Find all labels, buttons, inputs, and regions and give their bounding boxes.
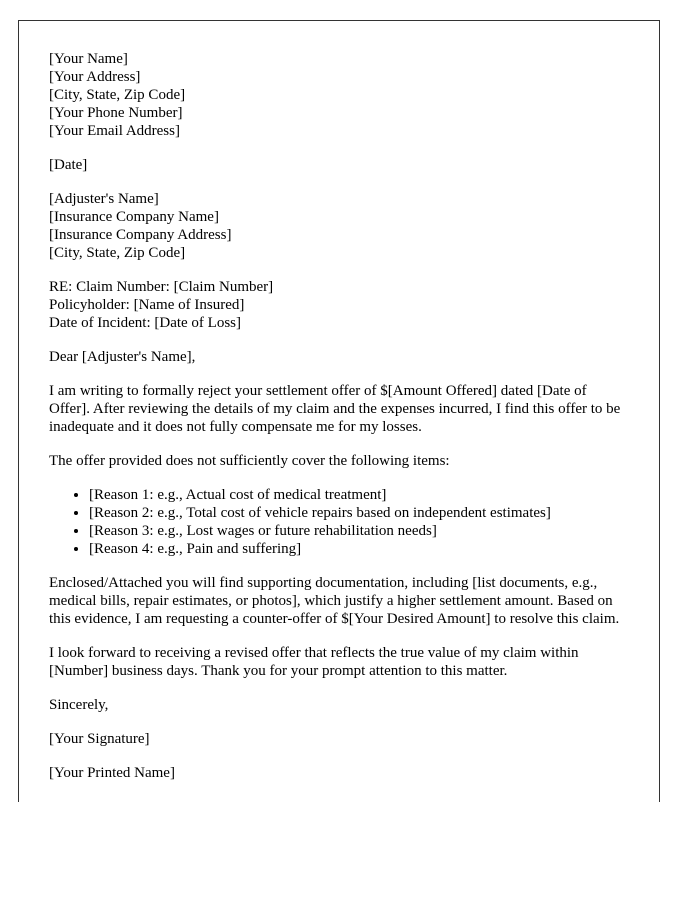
recipient-company-name: [Insurance Company Name] — [49, 209, 219, 225]
reference-claim-number: RE: Claim Number: [Claim Number] — [49, 279, 274, 295]
sender-email: [Your Email Address] — [49, 123, 180, 139]
reasons-list — [49, 486, 629, 558]
list-item: • [Reason 2: e.g., Total cost of vehicle repairs based on independent estimates] — [89, 504, 629, 522]
letter-page — [18, 20, 660, 802]
recipient-city-state-zip: [City, State, Zip Code] — [49, 245, 186, 261]
printed-name: [Your Printed Name] — [49, 765, 175, 781]
closing: Sincerely, — [49, 697, 109, 713]
sender-address: [Your Address] — [49, 69, 141, 85]
list-item: • [Reason 1: e.g., Actual cost of medical treatment] — [89, 486, 629, 504]
body-paragraph-1: I am writing to formally reject your settlement offer of $[Amount Offered] dated [Date of Offer]. After reviewing the details of my claim and the expenses incurred, I find this offer to be inadequate and it does not fully compensate me for my losses. — [49, 383, 621, 435]
body-paragraph-4: I look forward to receiving a revised offer that reflects the true value of my claim within [Number] business days. Thank you for your prompt attention to this matter. — [49, 645, 579, 679]
reference-policyholder: Policyholder: [Name of Insured] — [49, 297, 245, 313]
signature: [Your Signature] — [49, 731, 150, 747]
list-item: • [Reason 3: e.g., Lost wages or future rehabilitation needs] — [89, 522, 629, 540]
list-item: • [Reason 4: e.g., Pain and suffering] — [89, 540, 629, 558]
sender-block — [49, 50, 629, 140]
recipient-block — [49, 190, 629, 262]
reference-block — [49, 278, 629, 332]
body-paragraph-3: Enclosed/Attached you will find supporting documentation, including [list documents, e.g., medical bills, repair estimates, or photos], which justify a higher settlement amount. Based on this evidence, I am requesting a counter-offer of $[Your Desired Amount] to resolve this claim. — [49, 575, 620, 627]
letter-date: [Date] — [49, 157, 88, 173]
sender-city-state-zip: [City, State, Zip Code] — [49, 87, 186, 103]
sender-name: [Your Name] — [49, 51, 128, 67]
body-paragraph-2: The offer provided does not sufficiently cover the following items: — [49, 453, 450, 469]
salutation: Dear [Adjuster's Name], — [49, 349, 196, 365]
sender-phone: [Your Phone Number] — [49, 105, 183, 121]
reference-date-of-incident: Date of Incident: [Date of Loss] — [49, 315, 242, 331]
recipient-company-address: [Insurance Company Address] — [49, 227, 232, 243]
recipient-adjuster-name: [Adjuster's Name] — [49, 191, 159, 207]
date-block — [49, 156, 629, 174]
